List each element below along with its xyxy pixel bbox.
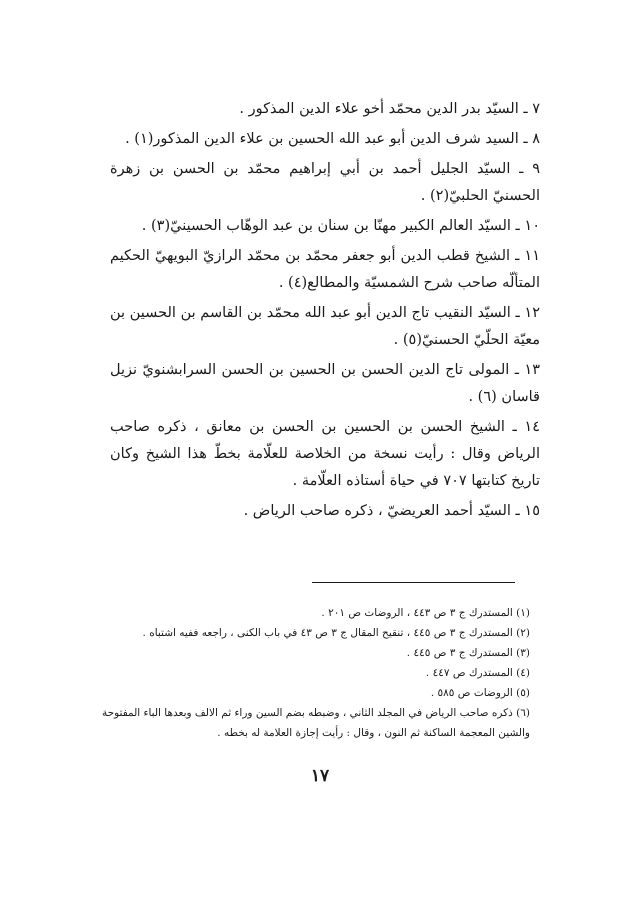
footnote-divider — [312, 582, 515, 583]
footnote-1: (١) المستدرك ج ٣ ص ٤٤٣ ، الروضات ص ٢٠١ . — [321, 607, 530, 619]
main-text — [110, 96, 540, 528]
entry-13: ١٣ ـ المولى تاج الدين الحسن بن الحسين بن الحسن السرابشنويّ نزيل قاسان (٦) . — [110, 362, 540, 405]
footnote-4: (٤) المستدرك ص ٤٤٧ . — [425, 667, 530, 679]
entry-15: ١٥ ـ السيّد أحمد العريضيّ ، ذكره صاحب الرياض . — [243, 503, 540, 519]
footnote-2: (٢) المستدرك ج ٣ ص ٤٤٥ ، تنقيح المقال ج ٣ ص ٤٣ في باب الكنى ، راجعه ففيه اشتباه . — [142, 627, 530, 639]
entry-14: ١٤ ـ الشيخ الحسن بن الحسين بن الحسن بن معانق ، ذكره صاحب الرياض وقال : رأيت نسخة من الخلاصة للعلّامة بخطّ هذا الشيخ وكان تاريخ كتابتها ٧٠٧ في حياة أستاذه العلّامة . — [110, 419, 540, 489]
entry-7: ٧ ـ السيّد بدر الدين محمّد أخو علاء الدين المذكور . — [239, 101, 540, 117]
entry-12: ١٢ ـ السيّد النقيب تاج الدين أبو عبد الله محمّد بن القاسم بن الحسين بن معيّة الحلّيّ الحسنيّ(٥) . — [110, 305, 540, 348]
page-number: ١٧ — [310, 766, 330, 786]
footnotes — [100, 603, 530, 743]
entry-9: ٩ ـ السيّد الجليل أحمد بن أبي إبراهيم محمّد بن الحسن بن زهرة الحسنيّ الحلبيّ(٢) . — [110, 161, 540, 204]
entry-11: ١١ ـ الشيخ قطب الدين أبو جعفر محمّد بن محمّد الرازيّ البويهيّ الحكيم المتألّه صاحب شرح الشمسيّة والمطالع(٤) . — [110, 248, 540, 291]
footnote-6: (٦) ذكره صاحب الرياض في المجلد الثاني ، وضبطه بضم السين وراء ثم الالف وبعدها الباء المفتوحة والشين المعجمة الساكنة ثم النون ، وقال : رأيت إجازة العلامة له بخطه . — [101, 707, 530, 739]
footnote-5: (٥) الروضات ص ٥٨٥ . — [430, 687, 530, 699]
footnote-3: (٣) المستدرك ج ٣ ص ٤٤٥ . — [406, 647, 530, 659]
entry-8: ٨ ـ السيد شرف الدين أبو عبد الله الحسين بن علاء الدين المذكور(١) . — [125, 131, 540, 147]
entry-10: ١٠ ـ السيّد العالم الكبير مهنّا بن سنان بن عبد الوهّاب الحسينيّ(٣) . — [141, 218, 540, 234]
